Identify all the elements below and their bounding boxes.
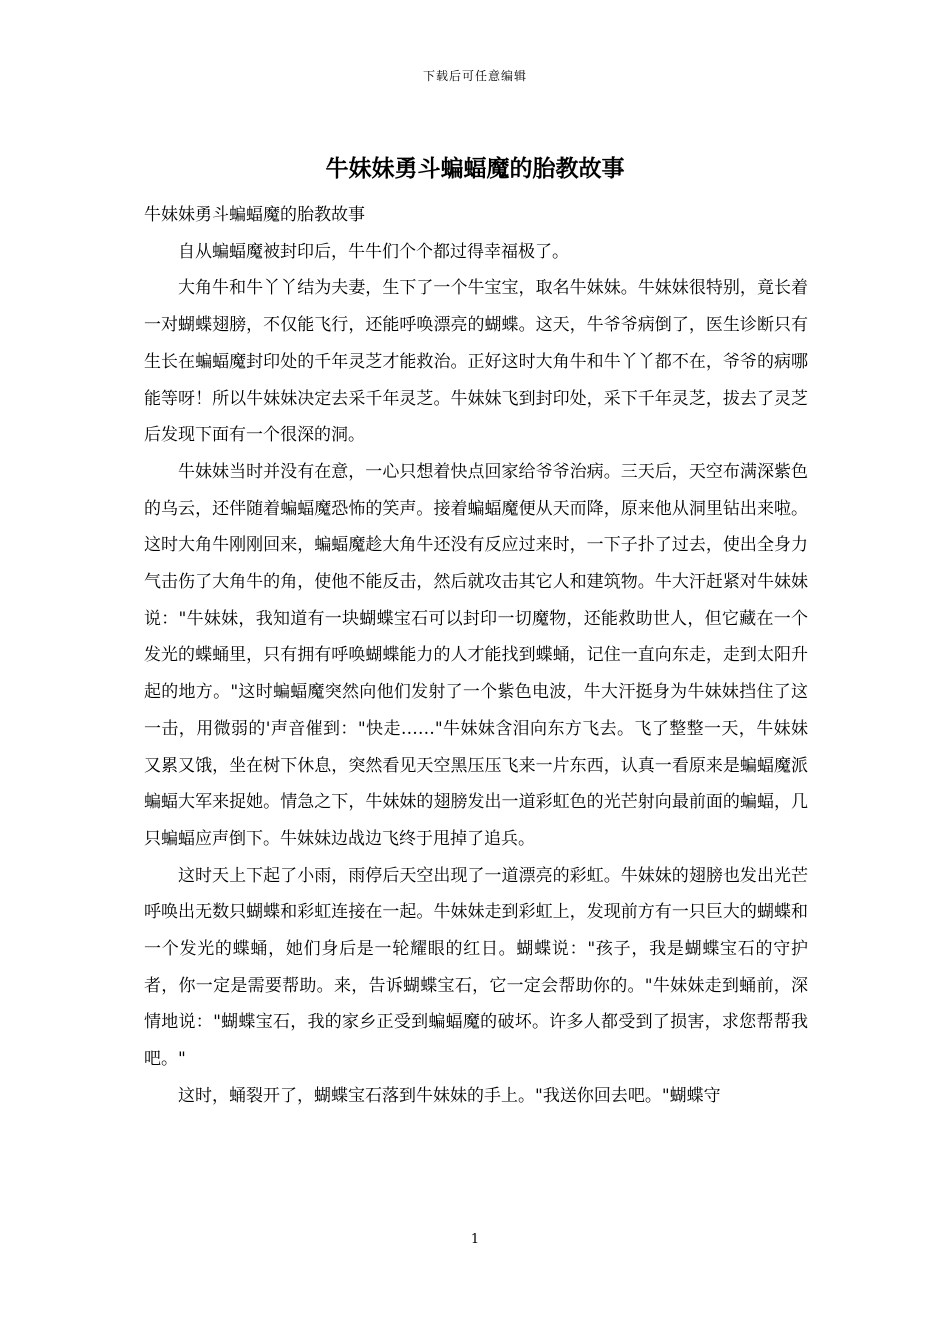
paragraph: 这时，蛹裂开了，蝴蝶宝石落到牛妹妹的手上。"我送你回去吧。"蝴蝶守 [178, 1085, 721, 1106]
page-number: 1 [470, 1232, 480, 1247]
document-subtitle: 牛妹妹勇斗蝙蝠魔的胎教故事 [144, 205, 365, 225]
paragraph: 这时天上下起了小雨，雨停后天空出现了一道漂亮的彩虹。牛妹妹的翅膀也发出光芒呼唤出无数只蝴蝶和彩虹连接在一起。牛妹妹走到彩虹上，发现前方有一只巨大的蝴蝶和一个发光的蝶蛹，她们身后是一轮耀眼的红日。蝴蝶说："孩子，我是蝴蝶宝石的守护者，你一定是需要帮助。来，告诉蝴蝶宝石，它一定会帮助你的。"牛妹妹走到蛹前，深情地说："蝴蝶宝石，我的家乡正受到蝙蝠魔的破坏。许多人都受到了损害，求您帮帮我吧。" [144, 865, 808, 1070]
document-title: 牛妹妹勇斗蝙蝠魔的胎教故事 [325, 155, 625, 182]
paragraph: 大角牛和牛丫丫结为夫妻，生下了一个牛宝宝，取名牛妹妹。牛妹妹很特别，竟长着一对蝴蝶翅膀，不仅能飞行，还能呼唤漂亮的蝴蝶。这天，牛爷爷病倒了，医生诊断只有生长在蝙蝠魔封印处的千年灵芝才能救治。正好这时大角牛和牛丫丫都不在，爷爷的病哪能等呀！所以牛妹妹决定去采千年灵芝。牛妹妹飞到封印处，采下千年灵芝，拔去了灵芝后发现下面有一个很深的洞。 [144, 278, 808, 446]
paragraph: 牛妹妹当时并没有在意，一心只想着快点回家给爷爷治病。三天后，天空布满深紫色的乌云，还伴随着蝙蝠魔恐怖的笑声。接着蝙蝠魔便从天而降，原来他从洞里钻出来啦。这时大角牛刚刚回来，蝙蝠魔趁大角牛还没有反应过来时，一下子扑了过去，使出全身力气击伤了大角牛的角，使他不能反击，然后就攻击其它人和建筑物。牛大汗赶紧对牛妹妹说："牛妹妹，我知道有一块蝴蝶宝石可以封印一切魔物，还能救助世人，但它藏在一个发光的蝶蛹里，只有拥有呼唤蝴蝶能力的人才能找到蝶蛹，记住一直向东走，走到太阳升起的地方。"这时蝙蝠魔突然向他们发射了一个紫色电波，牛大汗挺身为牛妹妹挡住了这一击，用微弱的'声音催到："快走……"牛妹妹含泪向东方飞去。飞了整整一天，牛妹妹又累又饿，坐在树下休息，突然看见天空黑压压飞来一片东西，认真一看原来是蝙蝠魔派蝙蝠大军来捉她。情急之下，牛妹妹的翅膀发出一道彩虹色的光芒射向最前面的蝙蝠，几只蝙蝠应声倒下。牛妹妹边战边飞终于甩掉了追兵。 [144, 461, 808, 849]
paragraph: 自从蝙蝠魔被封印后，牛牛们个个都过得幸福极了。 [178, 241, 569, 262]
document-body [144, 197, 808, 1115]
header-note: 下载后可任意编辑 [422, 69, 527, 83]
